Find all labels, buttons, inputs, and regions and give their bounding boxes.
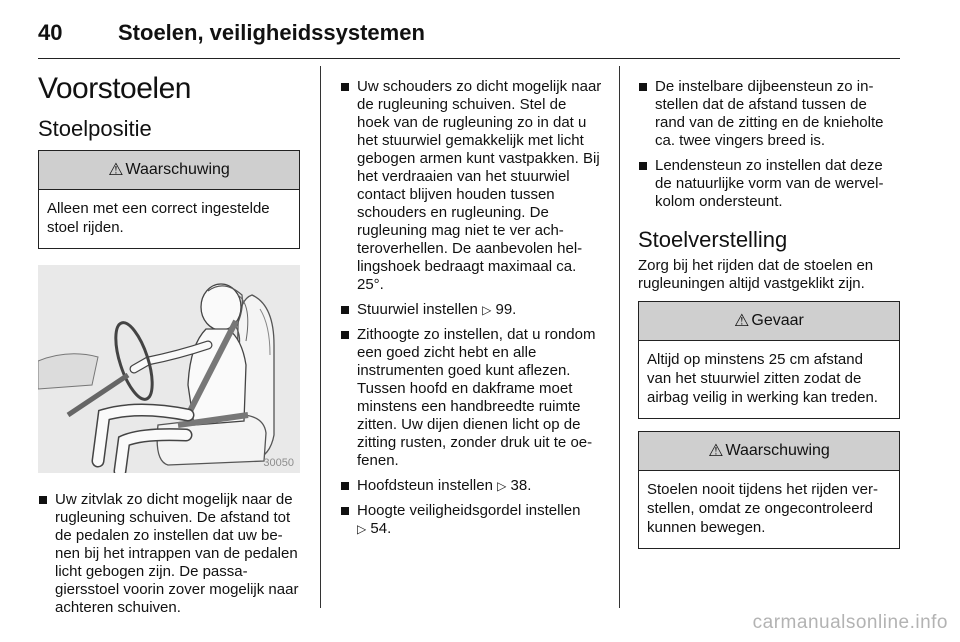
warning-box-header bbox=[39, 151, 299, 190]
list-item: Uw zitvlak zo dicht mogelijk naar de rugleuning schuiven. De afstand tot de pedalen zo instellen dat uw benen bij het intrappen van de pedalen licht gebogen zijn. De passagiersstoel voorin zover mogelijk naar achteren schuiven. bbox=[38, 491, 300, 617]
page-reference-arrow-icon: ▷ bbox=[482, 303, 492, 317]
seat-position-illustration bbox=[38, 265, 300, 473]
list-item: Stuurwiel instellen ▷ 99. bbox=[340, 301, 602, 319]
watermark: carmanualsonline.info bbox=[752, 612, 948, 633]
warning-box-header bbox=[639, 432, 899, 471]
seat-position-steps-left bbox=[38, 491, 300, 617]
paragraph: Zorg bij het rijden dat de stoelen en rugleuningen altijd vastgeklikt zijn. bbox=[638, 257, 874, 292]
warning-triangle-icon: ⚠ bbox=[108, 160, 124, 179]
page-reference-link[interactable]: 99. bbox=[495, 301, 517, 318]
warning-box-text: Alleen met een correct ingestelde stoel rijden. bbox=[47, 200, 270, 236]
page-reference-link[interactable]: 38. bbox=[510, 477, 532, 494]
page-reference-arrow-icon: ▷ bbox=[497, 479, 507, 493]
seat-position-steps-right bbox=[638, 78, 900, 211]
warning-box bbox=[38, 150, 300, 249]
list-item: Hoofdsteun instellen ▷ 38. bbox=[340, 477, 602, 495]
column-divider bbox=[320, 66, 321, 608]
page-reference-arrow-icon: ▷ bbox=[357, 522, 367, 536]
warning-triangle-icon: ⚠ bbox=[708, 441, 724, 460]
warning-box-title: Waarschuwing bbox=[725, 442, 830, 459]
list-item: Hoogte veiligheidsgordel instellen ▷ 54. bbox=[340, 502, 602, 538]
warning-triangle-icon: ⚠ bbox=[734, 311, 750, 330]
driver-seated-drawing bbox=[38, 265, 300, 473]
warning-box bbox=[638, 431, 900, 549]
danger-box-text: Altijd op minstens 25 cm afstand van het stuurwiel zitten zodat de airbag veilig in werking kan treden. bbox=[647, 351, 878, 406]
list-item: Zithoogte zo instellen, dat u rondom een goed zicht hebt en alle instrumenten goed kunt aflezen. Tussen hoofd en dakframe moet minstens een handbreedte ruimte zitten. Uw dijen dienen licht op de zitting rusten, zonder druk uit te oefenen. bbox=[340, 326, 602, 470]
column-middle bbox=[340, 78, 602, 545]
subsection-title: Stoelpositie bbox=[38, 116, 152, 141]
section-title: Voorstoelen bbox=[38, 72, 191, 105]
page-number: 40 bbox=[38, 20, 63, 45]
column-divider bbox=[619, 66, 620, 608]
danger-box-title: Gevaar bbox=[751, 312, 804, 329]
danger-box bbox=[638, 301, 900, 419]
warning-box-text: Stoelen nooit tijdens het rijden verstellen, omdat ze ongecontroleerd kunnen bewegen. bbox=[647, 481, 878, 536]
page-reference-link[interactable]: 54. bbox=[370, 520, 392, 537]
column-right bbox=[638, 78, 900, 549]
warning-box-title: Waarschuwing bbox=[125, 161, 230, 178]
page-header bbox=[38, 18, 900, 59]
list-item: Uw schouders zo dicht mogelijk naar de rugleuning schuiven. Stel de hoek van de rugleuning zo in dat u het stuurwiel gemakkelijk met licht gebogen armen kunt vastpakken. Bij het verdraaien van het stuurwiel contact blijven houden tussen schouders en rugleuning. De rugleuning mag niet te ver achteroverhellen. De aanbevolen hellingshoek bedraagt maximaal ca. 25°. bbox=[340, 78, 602, 294]
column-left bbox=[38, 66, 300, 624]
list-item: Lendensteun zo instellen dat deze de natuurlijke vorm van de wervelkolom ondersteunt. bbox=[638, 157, 900, 211]
illustration-code: 30050 bbox=[263, 457, 294, 469]
list-item: De instelbare dijbeensteun zo instellen dat de afstand tussen de rand van de zitting en de knieholte ca. twee vingers breed is. bbox=[638, 78, 900, 150]
section-title: Stoelverstelling bbox=[638, 227, 788, 252]
chapter-title: Stoelen, veiligheidssystemen bbox=[118, 20, 425, 45]
seat-position-steps-middle bbox=[340, 78, 602, 538]
danger-box-header bbox=[639, 302, 899, 341]
